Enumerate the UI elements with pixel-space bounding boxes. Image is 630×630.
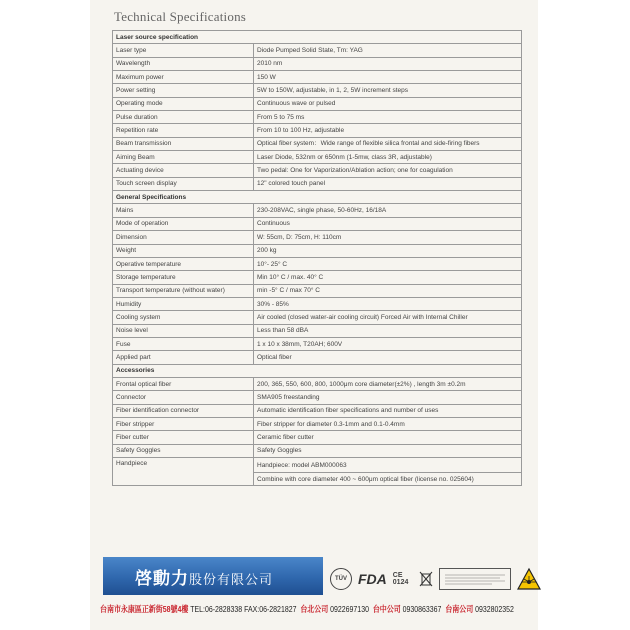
spec-row [113,71,522,84]
spec-value: Ceramic fiber cutter [254,431,522,444]
spec-value: min -5° C / max 70° C [254,284,522,297]
section-header [113,191,522,204]
spec-value: Optical fiber [254,351,522,364]
spec-value: Laser Diode, 532nm or 650nm (1-5mw, class 3R, adjustable) [254,151,522,164]
spec-label: Fiber identification connector [113,404,254,417]
spec-row [113,271,522,284]
spec-row [113,44,522,57]
spec-label: Applied part [113,351,254,364]
spec-value: Air cooled (closed water-air cooling circuit) Forced Air with Internal Chiller [254,311,522,324]
spec-label: Fiber cutter [113,431,254,444]
spec-row [113,204,522,217]
spec-label: Operating mode [113,97,254,110]
footer-contact [100,603,514,615]
spec-value: Optical fiber system：Wide range of flexible silica frontal and side-firing fibers [254,137,522,150]
spec-label: Frontal optical fiber [113,377,254,390]
spec-value: 30% - 85% [254,297,522,310]
spec-row [113,404,522,417]
spec-label: Fuse [113,337,254,350]
spec-row [113,151,522,164]
fax: FAX:06-2821827 [244,604,297,614]
spec-value: 200, 365, 550, 600, 800, 1000μm core diameter(±2%) , length 3m ±0.2m [254,377,522,390]
spec-value: Two pedal: One for Vaporization/Ablation action; one for coagulation [254,164,522,177]
spec-label: Aiming Beam [113,151,254,164]
spec-value: Continuous [254,217,522,230]
fda-logo: FDA [358,571,387,587]
spec-label: Weight [113,244,254,257]
spec-row [113,57,522,70]
spec-row [113,97,522,110]
spec-label: Maximum power [113,71,254,84]
section-title: General Specifications [113,191,522,204]
office-phone: 0932802352 [475,604,514,614]
spec-row [113,324,522,337]
spec-row [113,244,522,257]
spec-row [113,417,522,430]
page-title: Technical Specifications [114,9,247,24]
spec-label: Beam transmission [113,137,254,150]
spec-value: 1 x 10 x 38mm, T20AH; 600V [254,337,522,350]
spec-label: Fiber stripper [113,417,254,430]
spec-label: Safety Goggles [113,444,254,457]
spec-label: Pulse duration [113,111,254,124]
spec-value: Min 10° C / max. 40° C [254,271,522,284]
spec-row [113,137,522,150]
spec-label: Noise level [113,324,254,337]
spec-label: Repetition rate [113,124,254,137]
spec-row [113,257,522,270]
spec-label: Handpiece [113,458,254,486]
spec-value: Less than 58 dBA [254,324,522,337]
spec-label: Dimension [113,231,254,244]
office-phone: 0922697130 [330,604,369,614]
spec-value: From 5 to 75 ms [254,111,522,124]
handpiece-model: Handpiece: model ABM000063 [254,460,521,473]
spec-value: 150 W [254,71,522,84]
spec-row [113,284,522,297]
spec-value: 12" colored touch panel [254,177,522,190]
spec-label: Humidity [113,297,254,310]
address: 台南市永康區正新街58號4樓 [100,604,189,614]
spec-label: Wavelength [113,57,254,70]
spec-row [113,391,522,404]
company-name-main: 啓動力 [135,569,189,588]
spec-label: Actuating device [113,164,254,177]
spec-row [113,351,522,364]
telephone: TEL:06-2828338 [190,604,243,614]
spec-row [113,431,522,444]
spec-label: Mains [113,204,254,217]
spec-value: Diode Pumped Solid State, Tm: YAG [254,44,522,57]
weee-bin-icon [419,570,433,588]
section-header [113,31,522,44]
spec-value: 2010 nm [254,57,522,70]
spec-label: Storage temperature [113,271,254,284]
spec-value: 10°- 25° C [254,257,522,270]
company-name-suffix: 股份有限公司 [189,572,274,587]
spec-row [113,337,522,350]
spec-row [113,231,522,244]
spec-label: Operative temperature [113,257,254,270]
spec-value: Fiber stripper for diameter 0.3-1mm and 0.1-0.4mm [254,417,522,430]
office-phone: 0930863367 [402,604,442,614]
spec-row [113,297,522,310]
section-title: Laser source specification [113,31,522,44]
certification-logos [330,566,541,592]
office-name: 台中公司 [372,604,401,614]
ce-mark-logo: CE 0124 [392,572,409,586]
company-name [135,564,273,589]
laser-warning-icon [517,567,541,591]
spec-label: Laser type [113,44,254,57]
laser-label-icon [439,568,511,590]
spec-table [112,30,522,486]
spec-row [113,177,522,190]
spec-value: 200 kg [254,244,522,257]
spec-label: Transport temperature (without water) [113,284,254,297]
spec-value: Automatic identification fiber specifications and number of uses [254,404,522,417]
spec-row [113,444,522,457]
section-header [113,364,522,377]
spec-value: SMA905 freestanding [254,391,522,404]
spec-value: W: 55cm, D: 75cm, H: 110cm [254,231,522,244]
section-title: Accessories [113,364,522,377]
spec-row [113,164,522,177]
spec-label: Power setting [113,84,254,97]
tuv-logo: TÜV [330,568,352,590]
spec-value: Safety Goggles [254,444,522,457]
office-name: 台北公司 [300,604,329,614]
spec-row [113,84,522,97]
spec-value: From 10 to 100 Hz, adjustable [254,124,522,137]
spec-label: Connector [113,391,254,404]
spec-label: Cooling system [113,311,254,324]
spec-row [113,124,522,137]
spec-label: Mode of operation [113,217,254,230]
spec-label: Touch screen display [113,177,254,190]
spec-row [113,311,522,324]
spec-value: 5W to 150W, adjustable, in 1, 2, 5W increment steps [254,84,522,97]
spec-row [113,111,522,124]
handpiece-combine: Combine with core diameter 400 ~ 600μm optical fiber (license no. 025604) [257,476,474,483]
spec-row [113,377,522,390]
spec-value-handpiece [254,458,522,486]
spec-value: 230-208VAC, single phase, 50-60Hz, 16/18A [254,204,522,217]
office-name: 台南公司 [445,604,474,614]
spec-value: Continuous wave or pulsed [254,97,522,110]
spec-row-handpiece [113,458,522,486]
spec-row [113,217,522,230]
